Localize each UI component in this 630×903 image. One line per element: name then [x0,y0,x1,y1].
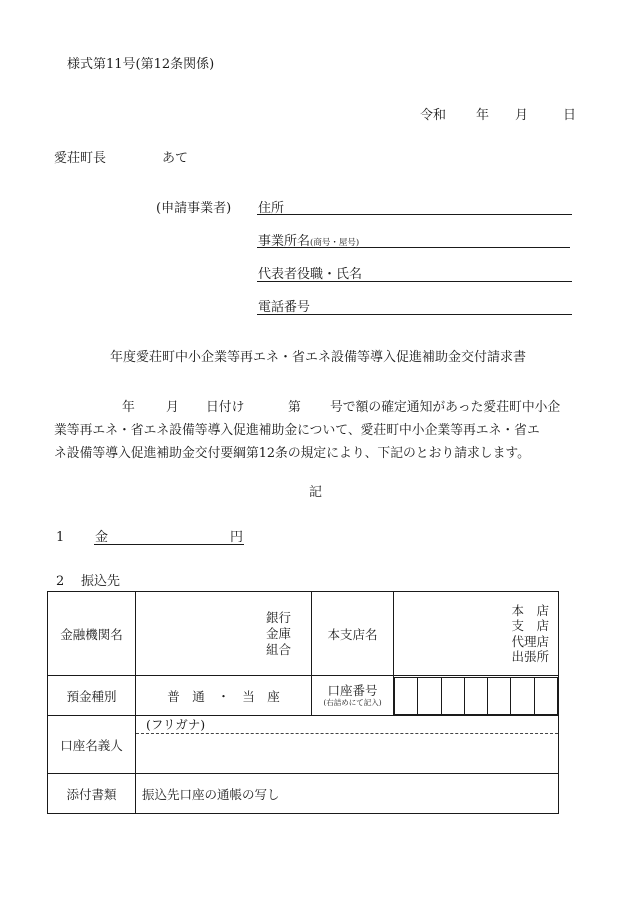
form-number: 様式第11号(第12条関係) [67,57,215,72]
date-era: 令和 [420,108,447,123]
branch-label: 本支店名 [312,592,394,676]
addressee-name: 愛荘町長 [54,151,107,166]
account-digit-6[interactable] [511,677,534,714]
holder-row [48,716,559,774]
address-line [257,214,572,215]
deposit-label: 預金種別 [48,676,136,716]
representative-label: 代表者役職・氏名 [258,267,363,282]
phone-label: 電話番号 [258,300,311,315]
holder-label: 口座名義人 [48,716,136,774]
amount-line [94,544,244,545]
address-label: 住所 [258,201,285,216]
item1-label: 金 [95,530,109,545]
holder-field[interactable] [136,716,559,774]
document-title: 年度愛荘町中小企業等再エネ・省エネ設備等導入促進補助金交付請求書 [110,350,527,365]
attachment-value: 振込先口座の通帳の写し [136,774,559,814]
furigana-label: (フリガナ) [146,717,206,732]
item1-number: 1 [56,530,65,545]
branch-type-office: 出張所 [511,649,549,664]
account-note: (右詰めにて記入) [323,698,382,707]
bank-type-bank: 銀行 [265,609,291,625]
applicant-label: (申請事業者) [156,201,232,216]
ki-heading: 記 [309,485,323,500]
account-digit-2[interactable] [418,677,441,714]
bank-type-union: 組合 [265,641,291,657]
deposit-row [48,676,559,716]
item2-label: 振込先 [81,574,121,589]
institution-field[interactable] [136,592,312,676]
branch-type-branch: 支 店 [511,618,549,633]
account-digit-4[interactable] [464,677,487,714]
account-label: 口座番号 (右詰めにて記入) [312,676,394,716]
request-paragraph [54,396,584,465]
item2-number: 2 [56,574,65,589]
branch-type-main: 本 店 [511,602,549,618]
representative-line [257,281,572,282]
date-day: 日 [563,108,577,123]
account-digit-5[interactable] [488,677,511,714]
date-row [0,108,630,124]
bank-type-shinkin: 金庫 [265,625,291,641]
business-name-note: (商号・屋号) [310,238,360,248]
deposit-type-field[interactable]: 普 通 ・ 当 座 [136,676,312,716]
item1-unit: 円 [230,530,244,545]
paragraph-line-3: ネ設備等導入促進補助金交付要綱第12条の規定により、下記のとおり請求します。 [54,446,530,461]
business-name-line [257,247,570,248]
phone-line [257,314,572,315]
account-digit-3[interactable] [441,677,464,714]
transfer-table [47,591,559,814]
attachment-row [48,774,559,814]
institution-row [48,592,559,676]
paragraph-line-2: 業等再エネ・省エネ設備等導入促進補助金について、愛荘町中小企業等再エネ・省エ [54,423,540,438]
addressee-suffix: あて [162,151,189,166]
attachment-label: 添付書類 [48,774,136,814]
account-digit-7[interactable] [534,677,557,714]
branch-field[interactable] [394,592,559,676]
business-name-label: 事業所名(商号・屋号) [258,234,360,249]
branch-type-agency: 代理店 [511,633,549,649]
date-month: 月 [515,108,529,123]
account-number-field[interactable] [394,676,559,716]
paragraph-line-1: 年 月 日付け 第 号で額の確定通知があった愛荘町中小企 [122,400,561,415]
date-year: 年 [476,108,490,123]
account-digit-1[interactable] [395,677,418,714]
institution-label: 金融機関名 [48,592,136,676]
